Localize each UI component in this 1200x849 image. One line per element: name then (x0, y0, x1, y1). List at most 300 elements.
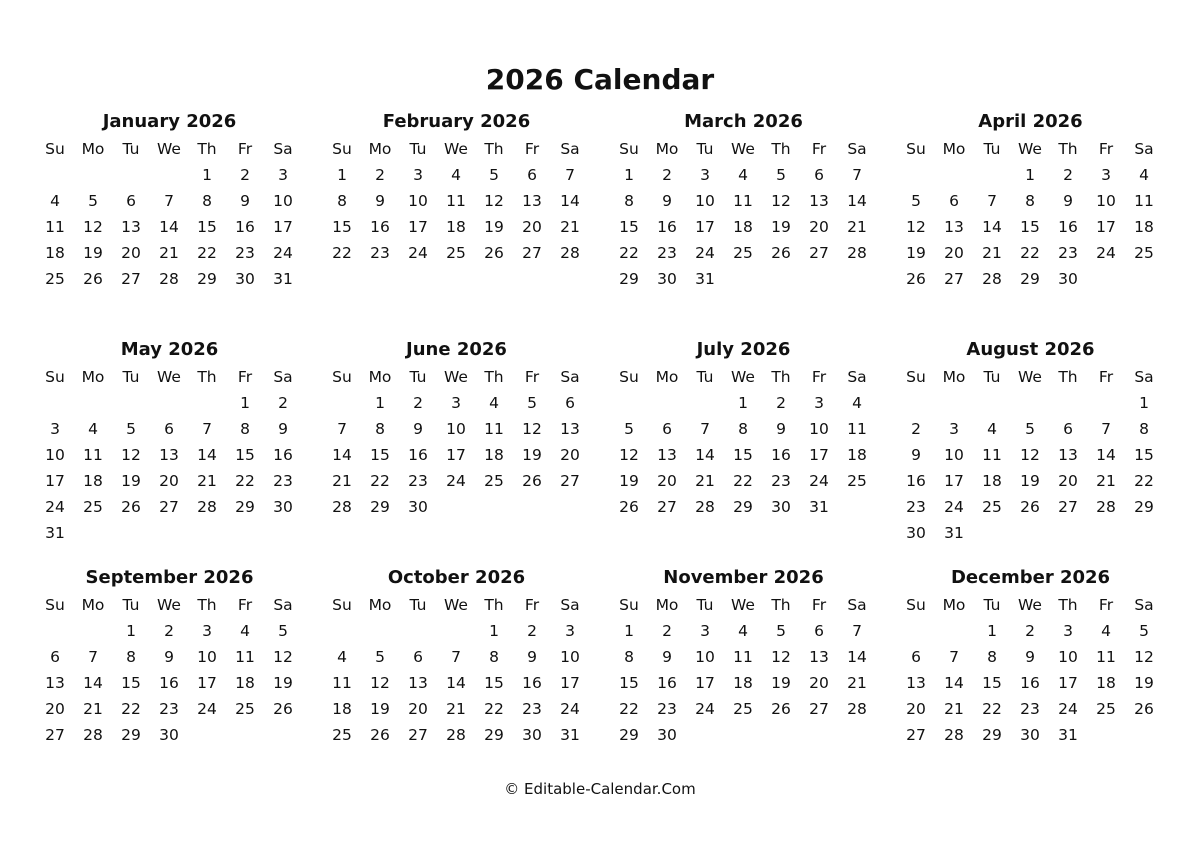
day-cell: 4 (1101, 622, 1111, 640)
weekday-label: Fr (237, 596, 253, 614)
day-cell: 27 (944, 270, 964, 288)
day-cell: 9 (911, 446, 921, 464)
month-block (323, 108, 590, 336)
day-cell: 29 (982, 726, 1002, 744)
day-cell: 5 (126, 420, 136, 438)
day-cell: 20 (657, 472, 677, 490)
day-cell: 11 (847, 420, 867, 438)
day-cell: 13 (159, 446, 179, 464)
day-cell: 13 (1058, 446, 1078, 464)
day-cell: 1 (624, 622, 634, 640)
day-cell: 19 (619, 472, 639, 490)
day-cell: 7 (565, 166, 575, 184)
day-cell: 9 (375, 192, 385, 210)
day-cell: 23 (522, 700, 542, 718)
day-cell: 18 (332, 700, 352, 718)
day-cell: 13 (408, 674, 428, 692)
day-cell: 1 (375, 394, 385, 412)
weekday-label: Fr (1098, 368, 1114, 386)
day-cell: 28 (159, 270, 179, 288)
week-row (610, 468, 877, 494)
day-cell: 24 (1058, 700, 1078, 718)
day-cell: 27 (121, 270, 141, 288)
empty-cell (838, 494, 876, 520)
empty-cell (935, 162, 973, 188)
day-cell: 9 (1025, 648, 1035, 666)
day-cell: 21 (695, 472, 715, 490)
day-cell: 30 (1020, 726, 1040, 744)
day-cell: 20 (121, 244, 141, 262)
day-cell: 23 (1020, 700, 1040, 718)
day-cell: 10 (273, 192, 293, 210)
day-cell: 23 (408, 472, 428, 490)
day-cell: 9 (278, 420, 288, 438)
day-cell: 15 (332, 218, 352, 236)
day-cell: 12 (1020, 446, 1040, 464)
week-row (897, 644, 1164, 670)
day-cell: 16 (235, 218, 255, 236)
day-cell: 14 (446, 674, 466, 692)
day-cell: 4 (337, 648, 347, 666)
day-cell: 8 (1139, 420, 1149, 438)
day-cell: 20 (408, 700, 428, 718)
day-cell: 6 (814, 622, 824, 640)
week-row (323, 188, 590, 214)
day-cell: 8 (624, 192, 634, 210)
weekday-label: Mo (655, 596, 679, 614)
week-row (36, 266, 303, 292)
day-cell: 6 (662, 420, 672, 438)
empty-cell (1049, 520, 1087, 546)
day-cell: 26 (771, 244, 791, 262)
day-cell: 23 (235, 244, 255, 262)
weekday-label: Fr (811, 368, 827, 386)
day-cell: 18 (83, 472, 103, 490)
week-row (36, 214, 303, 240)
day-cell: 20 (45, 700, 65, 718)
day-cell: 25 (235, 700, 255, 718)
day-cell: 5 (776, 166, 786, 184)
day-cell: 29 (1134, 498, 1154, 516)
week-row (897, 722, 1164, 748)
week-row (323, 162, 590, 188)
month-block (36, 108, 303, 336)
day-cell: 31 (809, 498, 829, 516)
weekday-header (897, 364, 1164, 390)
weekday-label: Tu (983, 596, 1001, 614)
weekday-label: Sa (273, 140, 293, 158)
weekday-label: Fr (1098, 140, 1114, 158)
day-cell: 28 (695, 498, 715, 516)
day-cell: 15 (370, 446, 390, 464)
weekday-label: Sa (273, 368, 293, 386)
day-cell: 1 (624, 166, 634, 184)
weekday-label: Tu (696, 596, 714, 614)
weekday-label: Fr (1098, 596, 1114, 614)
day-cell: 31 (944, 524, 964, 542)
day-cell: 13 (560, 420, 580, 438)
day-cell: 24 (695, 700, 715, 718)
weekday-label: We (157, 368, 181, 386)
weekday-label: Tu (696, 368, 714, 386)
day-cell: 29 (1020, 270, 1040, 288)
day-cell: 17 (695, 674, 715, 692)
empty-cell (226, 722, 264, 748)
day-cell: 18 (1134, 218, 1154, 236)
weekday-header (36, 364, 303, 390)
day-cell: 4 (240, 622, 250, 640)
weekday-label: Sa (847, 368, 867, 386)
week-row (323, 468, 590, 494)
weekday-label: Fr (524, 596, 540, 614)
month-title: March 2026 (684, 111, 803, 132)
day-cell: 12 (906, 218, 926, 236)
day-cell: 17 (809, 446, 829, 464)
weekday-label: Tu (122, 140, 140, 158)
month-block (897, 108, 1164, 336)
day-cell: 11 (1134, 192, 1154, 210)
weekday-label: Su (332, 368, 352, 386)
day-cell: 28 (1096, 498, 1116, 516)
day-cell: 14 (695, 446, 715, 464)
week-row (36, 722, 303, 748)
weekday-label: Th (197, 140, 217, 158)
day-cell: 12 (370, 674, 390, 692)
day-cell: 16 (771, 446, 791, 464)
day-cell: 17 (197, 674, 217, 692)
month-block (897, 564, 1164, 792)
day-cell: 17 (408, 218, 428, 236)
day-cell: 19 (1020, 472, 1040, 490)
day-cell: 24 (273, 244, 293, 262)
day-cell: 15 (484, 674, 504, 692)
day-cell: 10 (809, 420, 829, 438)
day-cell: 29 (121, 726, 141, 744)
empty-cell (973, 390, 1011, 416)
empty-cell (1087, 266, 1125, 292)
empty-cell (610, 390, 648, 416)
day-cell: 28 (982, 270, 1002, 288)
day-cell: 28 (944, 726, 964, 744)
month-block (36, 336, 303, 564)
day-cell: 14 (560, 192, 580, 210)
weekday-label: Mo (81, 368, 105, 386)
day-cell: 18 (484, 446, 504, 464)
day-cell: 3 (451, 394, 461, 412)
empty-cell (323, 390, 361, 416)
day-cell: 28 (197, 498, 217, 516)
day-cell: 16 (1058, 218, 1078, 236)
day-cell: 10 (695, 648, 715, 666)
week-row (897, 468, 1164, 494)
day-cell: 4 (987, 420, 997, 438)
day-cell: 12 (771, 648, 791, 666)
day-cell: 5 (624, 420, 634, 438)
day-cell: 19 (771, 674, 791, 692)
empty-cell (1087, 390, 1125, 416)
day-cell: 13 (45, 674, 65, 692)
day-cell: 29 (733, 498, 753, 516)
day-cell: 6 (565, 394, 575, 412)
day-cell: 6 (527, 166, 537, 184)
day-cell: 8 (375, 420, 385, 438)
weekday-label: Tu (409, 140, 427, 158)
weekday-label: Sa (560, 140, 580, 158)
day-cell: 3 (700, 166, 710, 184)
month-title: August 2026 (966, 339, 1095, 360)
day-cell: 5 (527, 394, 537, 412)
day-cell: 29 (235, 498, 255, 516)
empty-cell (973, 162, 1011, 188)
day-cell: 23 (370, 244, 390, 262)
weekday-label: Su (906, 596, 926, 614)
day-cell: 29 (619, 270, 639, 288)
day-cell: 1 (738, 394, 748, 412)
day-cell: 1 (337, 166, 347, 184)
day-cell: 14 (332, 446, 352, 464)
day-cell: 28 (446, 726, 466, 744)
day-cell: 21 (944, 700, 964, 718)
weekday-label: We (1018, 140, 1042, 158)
day-cell: 6 (814, 166, 824, 184)
day-cell: 9 (413, 420, 423, 438)
weekday-label: Fr (237, 140, 253, 158)
weekday-label: Tu (122, 596, 140, 614)
month-title: April 2026 (978, 111, 1083, 132)
day-cell: 6 (413, 648, 423, 666)
week-row (897, 520, 1164, 546)
week-row (323, 696, 590, 722)
month-title: May 2026 (120, 339, 219, 360)
weekday-label: Tu (983, 368, 1001, 386)
day-cell: 15 (1134, 446, 1154, 464)
day-cell: 5 (489, 166, 499, 184)
weekday-label: Su (906, 368, 926, 386)
day-cell: 30 (657, 270, 677, 288)
day-cell: 17 (446, 446, 466, 464)
day-cell: 2 (662, 622, 672, 640)
day-cell: 20 (944, 244, 964, 262)
week-row (323, 416, 590, 442)
day-cell: 16 (1020, 674, 1040, 692)
day-cell: 22 (1020, 244, 1040, 262)
day-cell: 26 (370, 726, 390, 744)
week-row (323, 390, 590, 416)
day-cell: 27 (906, 726, 926, 744)
day-cell: 23 (1058, 244, 1078, 262)
day-cell: 7 (852, 622, 862, 640)
empty-cell (973, 520, 1011, 546)
day-cell: 2 (527, 622, 537, 640)
day-cell: 11 (446, 192, 466, 210)
weekday-header (323, 364, 590, 390)
week-row (323, 240, 590, 266)
weekday-header (897, 136, 1164, 162)
page-title: 2026 Calendar (485, 63, 715, 96)
week-row (36, 696, 303, 722)
empty-cell (188, 520, 226, 546)
day-cell: 10 (408, 192, 428, 210)
day-cell: 6 (1063, 420, 1073, 438)
empty-cell (648, 390, 686, 416)
week-row (897, 618, 1164, 644)
weekday-header (610, 364, 877, 390)
month-title: January 2026 (102, 111, 237, 132)
weekday-header (610, 136, 877, 162)
empty-cell (36, 390, 74, 416)
day-cell: 22 (619, 700, 639, 718)
weekday-label: Th (771, 368, 791, 386)
empty-cell (112, 520, 150, 546)
week-row (36, 644, 303, 670)
weekday-label: Su (45, 368, 65, 386)
weekday-label: Tu (696, 140, 714, 158)
empty-cell (686, 390, 724, 416)
day-cell: 25 (733, 244, 753, 262)
day-cell: 24 (408, 244, 428, 262)
day-cell: 8 (126, 648, 136, 666)
day-cell: 29 (370, 498, 390, 516)
empty-cell (475, 494, 513, 520)
day-cell: 12 (619, 446, 639, 464)
day-cell: 18 (982, 472, 1002, 490)
empty-cell (935, 618, 973, 644)
weekday-label: Tu (409, 368, 427, 386)
day-cell: 27 (522, 244, 542, 262)
day-cell: 21 (332, 472, 352, 490)
day-cell: 26 (83, 270, 103, 288)
day-cell: 25 (847, 472, 867, 490)
day-cell: 8 (987, 648, 997, 666)
day-cell: 3 (565, 622, 575, 640)
day-cell: 28 (847, 700, 867, 718)
empty-cell (323, 618, 361, 644)
day-cell: 10 (1096, 192, 1116, 210)
day-cell: 23 (906, 498, 926, 516)
day-cell: 7 (949, 648, 959, 666)
day-cell: 26 (1134, 700, 1154, 718)
day-cell: 19 (484, 218, 504, 236)
day-cell: 8 (337, 192, 347, 210)
day-cell: 18 (1096, 674, 1116, 692)
weekday-label: Fr (811, 140, 827, 158)
day-cell: 2 (240, 166, 250, 184)
day-cell: 15 (619, 674, 639, 692)
day-cell: 5 (88, 192, 98, 210)
day-cell: 5 (375, 648, 385, 666)
day-cell: 30 (273, 498, 293, 516)
day-cell: 3 (949, 420, 959, 438)
empty-cell (74, 162, 112, 188)
day-cell: 16 (408, 446, 428, 464)
empty-cell (724, 722, 762, 748)
day-cell: 26 (1020, 498, 1040, 516)
day-cell: 30 (1058, 270, 1078, 288)
day-cell: 24 (197, 700, 217, 718)
day-cell: 26 (121, 498, 141, 516)
day-cell: 11 (982, 446, 1002, 464)
weekday-label: Su (619, 368, 639, 386)
day-cell: 8 (738, 420, 748, 438)
day-cell: 24 (695, 244, 715, 262)
empty-cell (112, 162, 150, 188)
day-cell: 3 (700, 622, 710, 640)
day-cell: 21 (446, 700, 466, 718)
week-row (610, 722, 877, 748)
weekday-label: Sa (273, 596, 293, 614)
day-cell: 13 (121, 218, 141, 236)
day-cell: 16 (370, 218, 390, 236)
day-cell: 20 (159, 472, 179, 490)
day-cell: 19 (83, 244, 103, 262)
day-cell: 25 (446, 244, 466, 262)
weekday-label: Mo (368, 368, 392, 386)
day-cell: 15 (619, 218, 639, 236)
day-cell: 5 (911, 192, 921, 210)
empty-cell (264, 520, 302, 546)
day-cell: 25 (484, 472, 504, 490)
month-block (610, 108, 877, 336)
day-cell: 6 (949, 192, 959, 210)
empty-cell (226, 520, 264, 546)
empty-cell (1011, 520, 1049, 546)
day-cell: 9 (1063, 192, 1073, 210)
day-cell: 17 (45, 472, 65, 490)
day-cell: 22 (982, 700, 1002, 718)
weekday-label: We (157, 596, 181, 614)
day-cell: 19 (1134, 674, 1154, 692)
weekday-label: Th (1058, 596, 1078, 614)
day-cell: 13 (944, 218, 964, 236)
day-cell: 11 (332, 674, 352, 692)
week-row (610, 188, 877, 214)
week-row (897, 416, 1164, 442)
empty-cell (437, 494, 475, 520)
day-cell: 25 (83, 498, 103, 516)
day-cell: 24 (446, 472, 466, 490)
day-cell: 16 (522, 674, 542, 692)
day-cell: 6 (911, 648, 921, 666)
weekday-label: We (444, 596, 468, 614)
week-row (610, 214, 877, 240)
day-cell: 21 (982, 244, 1002, 262)
footer-copyright[interactable]: © Editable-Calendar.Com (504, 780, 696, 798)
day-cell: 31 (273, 270, 293, 288)
day-cell: 24 (560, 700, 580, 718)
empty-cell (897, 618, 935, 644)
week-row (323, 214, 590, 240)
weekday-label: Sa (847, 140, 867, 158)
day-cell: 19 (771, 218, 791, 236)
day-cell: 22 (332, 244, 352, 262)
day-cell: 16 (159, 674, 179, 692)
empty-cell (150, 162, 188, 188)
day-cell: 27 (809, 244, 829, 262)
weekday-label: Sa (1134, 596, 1154, 614)
weekday-label: Mo (942, 368, 966, 386)
day-cell: 19 (906, 244, 926, 262)
day-cell: 4 (489, 394, 499, 412)
empty-cell (264, 722, 302, 748)
day-cell: 2 (164, 622, 174, 640)
month-block (323, 336, 590, 564)
day-cell: 10 (45, 446, 65, 464)
day-cell: 7 (852, 166, 862, 184)
weekday-label: Fr (811, 596, 827, 614)
weekday-header (897, 592, 1164, 618)
day-cell: 10 (944, 446, 964, 464)
day-cell: 1 (202, 166, 212, 184)
